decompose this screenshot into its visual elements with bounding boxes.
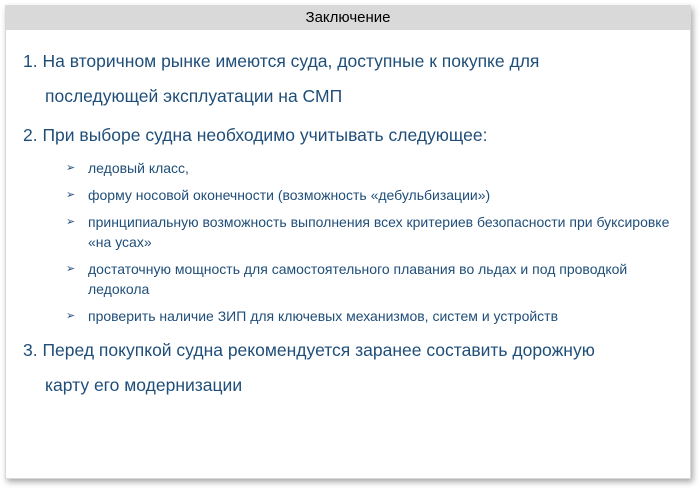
bullet-text: принципиальную возможность выполнения всех критериев безопасности при буксировке «на усах» — [88, 214, 670, 250]
bullet-text: достаточную мощность для самостоятельного плавания во льдах и под проводкой ледокола — [88, 261, 628, 297]
point-1-line-1: 1. На вторичном рынке имеются суда, доступные к покупке для — [23, 51, 540, 71]
point-2-line-1: 2. При выборе судна необходимо учитывать следующее: — [23, 125, 488, 145]
point-3 — [23, 340, 678, 396]
list-item — [66, 306, 678, 326]
slide-title: Заключение — [6, 6, 690, 30]
slide-content — [23, 40, 678, 396]
arrow-bullet-icon: ➢ — [66, 162, 76, 174]
list-item — [66, 212, 678, 252]
bullet-text: форму носовой оконечности (возможность «дебульбизации») — [88, 187, 491, 203]
bullet-list — [23, 158, 678, 326]
list-item — [66, 259, 678, 299]
arrow-bullet-icon: ➢ — [66, 189, 76, 201]
point-3-line-1: 3. Перед покупкой судна рекомендуется заранее составить дорожную — [23, 340, 595, 360]
list-item — [66, 185, 678, 205]
arrow-bullet-icon: ➢ — [66, 310, 76, 322]
point-2 — [23, 125, 678, 146]
bullet-text: ледовый класс, — [88, 160, 189, 176]
arrow-bullet-icon: ➢ — [66, 263, 76, 275]
arrow-bullet-icon: ➢ — [66, 216, 76, 228]
list-item — [66, 158, 678, 178]
bullet-text: проверить наличие ЗИП для ключевых механизмов, систем и устройств — [88, 308, 559, 324]
point-3-line-2: карту его модернизации — [45, 375, 243, 395]
point-1-line-2: последующей эксплуатации на СМП — [45, 86, 343, 106]
slide — [5, 5, 691, 479]
point-1 — [23, 51, 678, 107]
